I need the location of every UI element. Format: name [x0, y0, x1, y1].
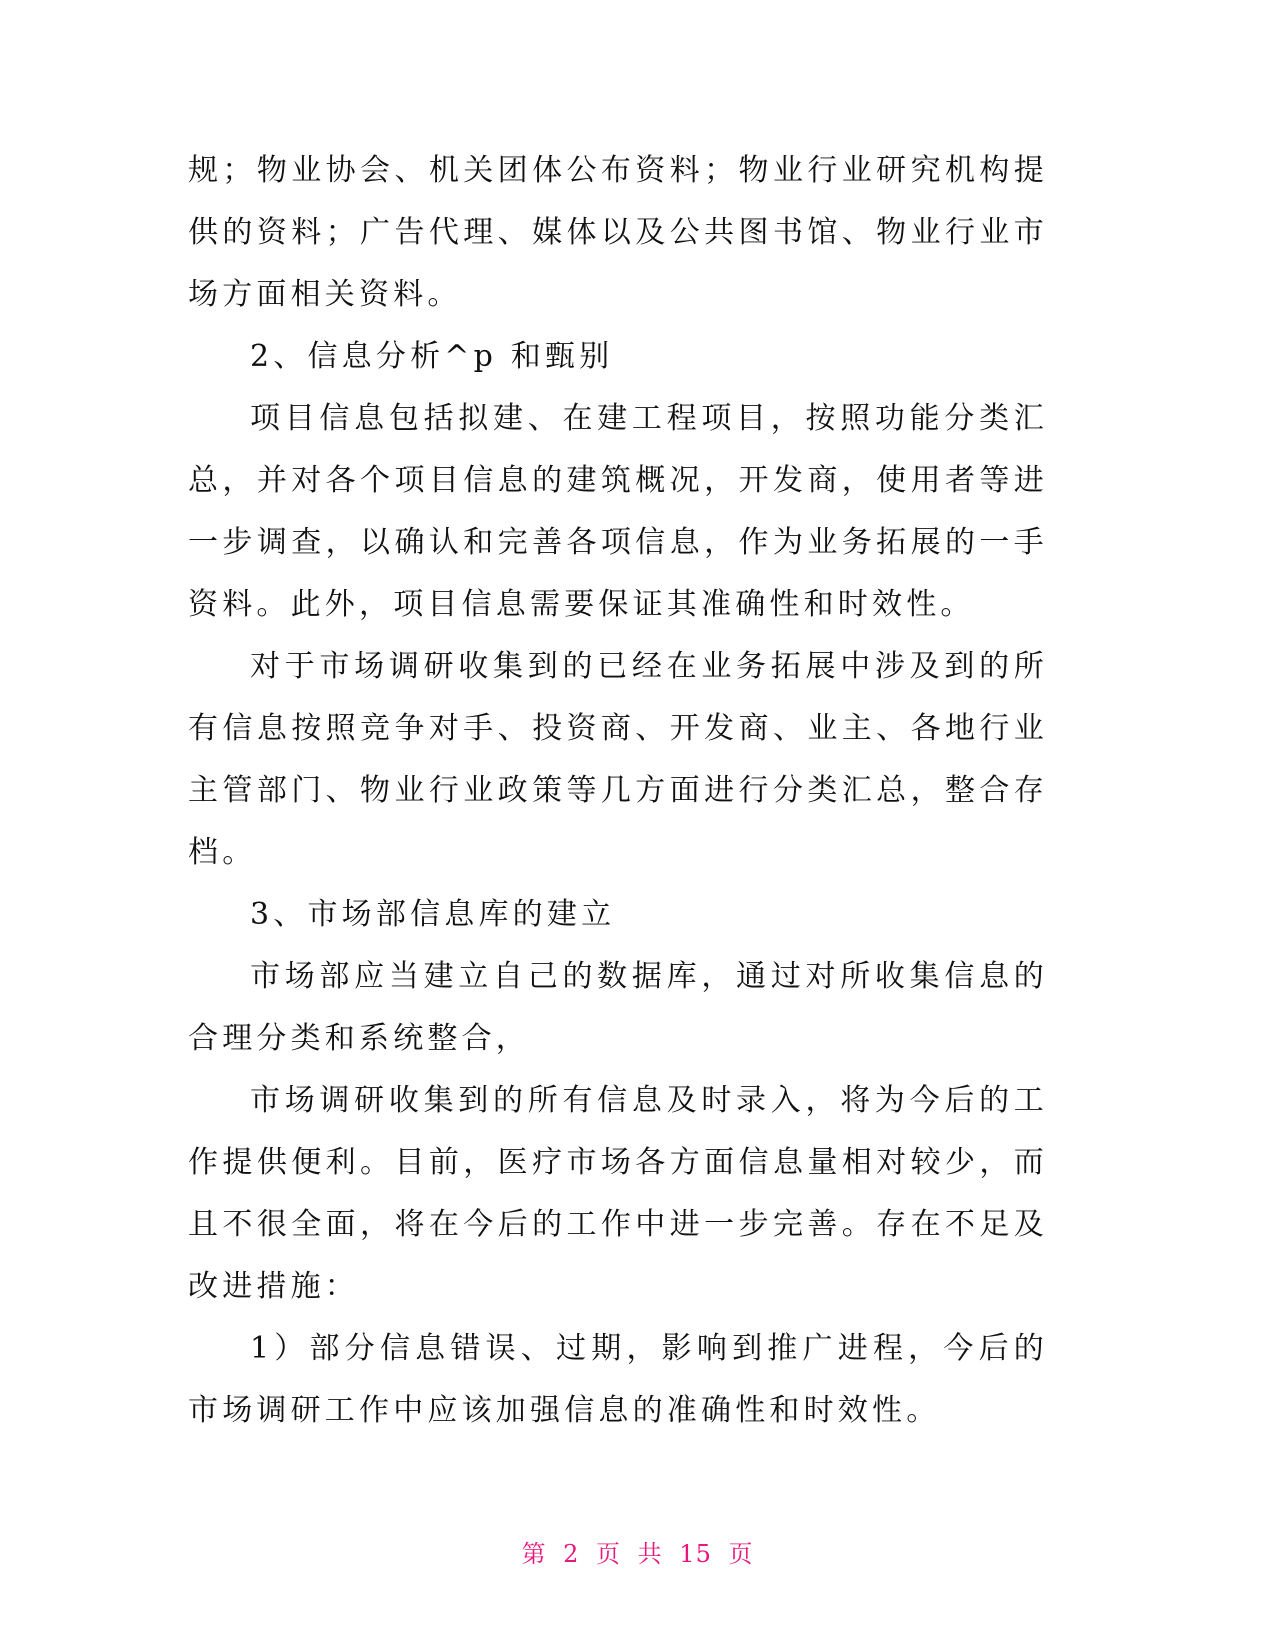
section-heading-analysis: 2、信息分析^p 和甄别 [250, 339, 614, 374]
paragraph-project-info: 项目信息包括拟建、在建工程项目，按照功能分类汇总，并对各个项目信息的建筑概况，开发商，使用者等进一步调查，以确认和完善各项信息，作为业务拓展的一手资料。此外，项目信息需要保证其准确性和时效性。 [188, 401, 1048, 622]
paragraph-info-classification: 对于市场调研收集到的已经在业务拓展中涉及到的所有信息按照竞争对手、投资商、开发商、业主、各地行业主管部门、物业行业政策等几方面进行分类汇总，整合存档。 [188, 649, 1048, 870]
paragraph-sources-continued: 规；物业协会、机关团体公布资料；物业行业研究机构提供的资料；广告代理、媒体以及公共图书馆、物业行业市场方面相关资料。 [188, 153, 1048, 312]
paragraph-database-setup: 市场部应当建立自己的数据库，通过对所收集信息的合理分类和系统整合， [188, 959, 1048, 1056]
section-heading-database: 3、市场部信息库的建立 [250, 897, 616, 932]
document-body [188, 140, 1048, 1442]
paragraph-data-entry: 市场调研收集到的所有信息及时录入，将为今后的工作提供便利。目前，医疗市场各方面信息量相对较少，而且不很全面，将在今后的工作中进一步完善。存在不足及改进措施： [188, 1083, 1048, 1304]
paragraph-improvement-1: 1）部分信息错误、过期，影响到推广进程，今后的市场调研工作中应该加强信息的准确性和时效性。 [188, 1331, 1048, 1428]
page-number-footer: 第 2 页 共 15 页 [521, 1540, 754, 1568]
